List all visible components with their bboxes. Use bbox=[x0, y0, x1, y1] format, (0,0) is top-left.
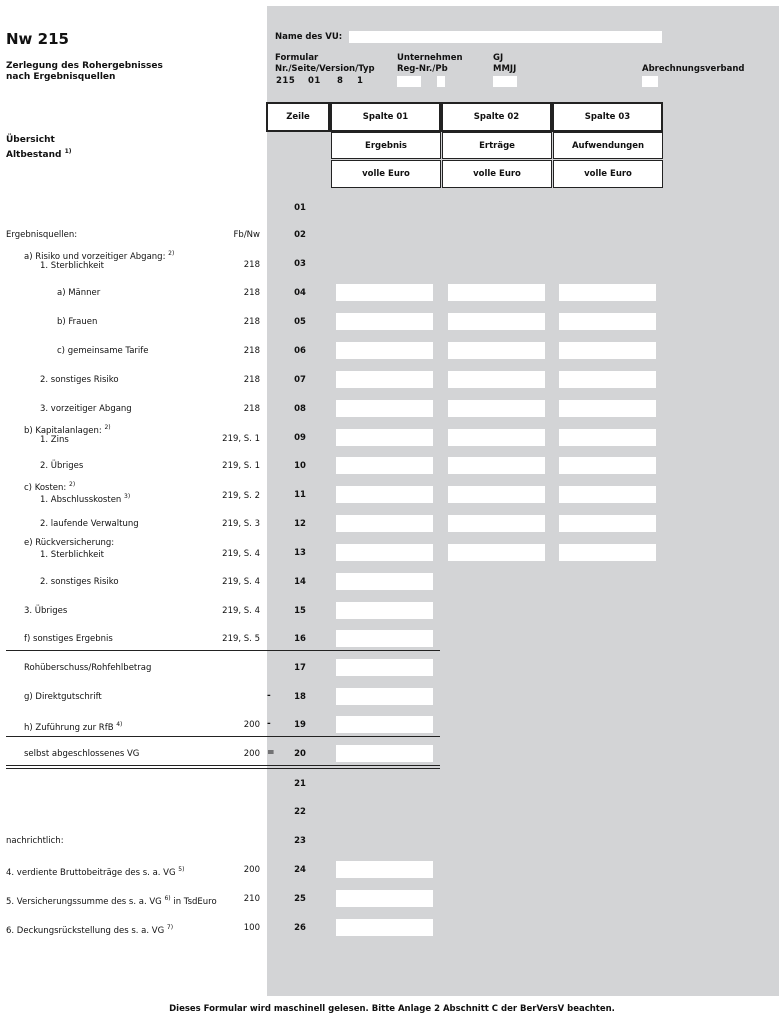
row-label-text: 4. verdiente Bruttobeiträge des s. a. VG bbox=[6, 867, 176, 878]
row-sublabel-text: 1. Sterblichkeit bbox=[40, 261, 104, 271]
row-09-spalte-03-input[interactable] bbox=[559, 429, 656, 446]
overview-line1: Übersicht bbox=[6, 135, 55, 145]
column-unit-1: volle Euro bbox=[331, 160, 441, 188]
row-12-spalte-02-input[interactable] bbox=[448, 515, 545, 532]
row-07-spalte-01-input[interactable] bbox=[336, 371, 433, 388]
row-reference: 210 bbox=[243, 894, 260, 904]
row-sublabel-text: 1. Sterblichkeit bbox=[40, 550, 104, 560]
row-label bbox=[57, 287, 100, 299]
row-12-spalte-01-input[interactable] bbox=[336, 515, 433, 532]
overview-line2: Altbestand bbox=[6, 150, 62, 160]
name-label: Name des VU: bbox=[275, 32, 343, 42]
row-11-spalte-02-input[interactable] bbox=[448, 486, 545, 503]
row-number: 15 bbox=[294, 606, 306, 616]
gj-field[interactable] bbox=[493, 76, 517, 87]
row-number: 03 bbox=[294, 259, 306, 269]
double-line-bottom bbox=[6, 768, 440, 769]
row-14-spalte-01-input[interactable] bbox=[336, 573, 433, 590]
row-label-text: a) Risiko und vorzeitiger Abgang: bbox=[24, 251, 166, 262]
row-sublabel bbox=[40, 549, 104, 561]
row-reference: 219, S. 4 bbox=[222, 606, 260, 616]
row-label-text: b) Frauen bbox=[57, 317, 98, 327]
row-reference: 218 bbox=[243, 260, 260, 270]
row-label bbox=[24, 633, 113, 645]
row-sublabel bbox=[40, 434, 69, 446]
row-label bbox=[6, 922, 173, 937]
footnote-ref: 2) bbox=[69, 481, 76, 488]
row-reference: 219, S. 2 bbox=[222, 491, 260, 501]
row-09-spalte-02-input[interactable] bbox=[448, 429, 545, 446]
abrechnung-label: Abrechnungsverband bbox=[642, 64, 745, 74]
row-number: 13 bbox=[294, 548, 306, 558]
row-number: 23 bbox=[294, 836, 306, 846]
pb-field[interactable] bbox=[437, 76, 445, 87]
footer-note: Dieses Formular wird maschinell gelesen. Bitte Anlage 2 Abschnitt C der BerVersV beachten. bbox=[169, 1004, 615, 1014]
row-sublabel bbox=[40, 260, 104, 272]
divider-rohueberschuss bbox=[6, 650, 440, 651]
row-reference: 219, S. 3 bbox=[222, 519, 260, 529]
row-label-text: Rohüberschuss/Rohfehlbetrag bbox=[24, 663, 152, 673]
formular-version: 8 bbox=[337, 76, 344, 86]
footnote-ref: 5) bbox=[178, 866, 185, 873]
row-number: 16 bbox=[294, 634, 306, 644]
column-unit-3: volle Euro bbox=[553, 160, 663, 188]
row-reference: 219, S. 5 bbox=[222, 634, 260, 644]
row-06-spalte-02-input[interactable] bbox=[448, 342, 545, 359]
row-label-text: e) Rückversicherung: bbox=[24, 538, 115, 548]
row-number: 02 bbox=[294, 230, 306, 240]
row-06-spalte-03-input[interactable] bbox=[559, 342, 656, 359]
row-number: 06 bbox=[294, 346, 306, 356]
row-20-spalte-01-input[interactable] bbox=[336, 745, 433, 762]
row-number: 18 bbox=[294, 692, 306, 702]
row-label-text: nachrichtlich: bbox=[6, 836, 64, 846]
row-reference: 219, S. 4 bbox=[222, 549, 260, 559]
row-number: 05 bbox=[294, 317, 306, 327]
row-13-spalte-02-input[interactable] bbox=[448, 544, 545, 561]
row-number: 21 bbox=[294, 779, 306, 789]
form-id: Nw 215 bbox=[6, 30, 69, 48]
row-08-spalte-03-input[interactable] bbox=[559, 400, 656, 417]
row-label bbox=[6, 864, 184, 879]
formular-typ: 1 bbox=[357, 76, 364, 86]
column-title-aufwendungen: Aufwendungen bbox=[553, 132, 663, 159]
row-05-spalte-01-input[interactable] bbox=[336, 313, 433, 330]
row-label bbox=[6, 835, 64, 847]
row-reference: 219, S. 4 bbox=[222, 577, 260, 587]
row-08-spalte-01-input[interactable] bbox=[336, 400, 433, 417]
row-label-tail: in TsdEuro bbox=[170, 896, 217, 907]
gj-label bbox=[493, 53, 516, 75]
row-number: 17 bbox=[294, 663, 306, 673]
formular-seite: 01 bbox=[308, 76, 321, 86]
row-label-text: f) sonstiges Ergebnis bbox=[24, 634, 113, 644]
row-number: 11 bbox=[294, 490, 306, 500]
row-05-spalte-02-input[interactable] bbox=[448, 313, 545, 330]
row-label bbox=[57, 316, 97, 328]
formular-label-line1: Formular bbox=[275, 53, 319, 63]
formular-label bbox=[275, 53, 375, 75]
row-label-text: 2. sonstiges Risiko bbox=[40, 375, 119, 385]
row-09-spalte-01-input[interactable] bbox=[336, 429, 433, 446]
unternehmen-label bbox=[397, 53, 463, 75]
row-label-text: a) Männer bbox=[57, 288, 101, 298]
row-reference: 100 bbox=[243, 923, 260, 933]
abrechnung-field[interactable] bbox=[642, 76, 658, 87]
row-label bbox=[6, 893, 217, 908]
row-number: 04 bbox=[294, 288, 306, 298]
divider-vg bbox=[6, 736, 440, 737]
row-sublabel-text: 1. Zins bbox=[40, 435, 69, 445]
footnote-ref: 6) bbox=[164, 895, 171, 902]
row-label-text: 2. laufende Verwaltung bbox=[40, 519, 139, 529]
row-label bbox=[24, 537, 114, 549]
row-number: 08 bbox=[294, 404, 306, 414]
row-number: 25 bbox=[294, 894, 306, 904]
row-reference: 200 bbox=[243, 865, 260, 875]
row-number: 07 bbox=[294, 375, 306, 385]
gj-label-line1: GJ bbox=[493, 53, 504, 63]
row-reference: 200 bbox=[243, 720, 260, 730]
row-reference: 218 bbox=[243, 288, 260, 298]
row-operator: - bbox=[267, 719, 271, 729]
row-reference: 218 bbox=[243, 346, 260, 356]
row-label-text: 2. sonstiges Risiko bbox=[40, 577, 119, 587]
formular-nr: 215 bbox=[276, 76, 296, 86]
column-title-ergebnis: Ergebnis bbox=[331, 132, 441, 159]
row-label bbox=[6, 229, 77, 241]
row-label-text: 5. Versicherungssumme des s. a. VG bbox=[6, 896, 162, 907]
row-label bbox=[24, 748, 139, 760]
row-label-text: c) Kosten: bbox=[24, 482, 67, 493]
spalte-03-header: Spalte 03 bbox=[552, 102, 663, 132]
row-07-spalte-02-input[interactable] bbox=[448, 371, 545, 388]
zeile-header: Zeile bbox=[266, 102, 330, 132]
row-04-spalte-03-input[interactable] bbox=[559, 284, 656, 301]
unternehmen-label-line1: Unternehmen bbox=[397, 53, 463, 63]
row-operator: - bbox=[267, 691, 271, 701]
row-label-text: 2. Übriges bbox=[40, 461, 84, 471]
row-label-text: selbst abgeschlossenes VG bbox=[24, 749, 140, 759]
row-reference: 219, S. 1 bbox=[222, 461, 260, 471]
row-11-spalte-01-input[interactable] bbox=[336, 486, 433, 503]
row-number: 19 bbox=[294, 720, 306, 730]
row-reference: 218 bbox=[243, 404, 260, 414]
row-10-spalte-01-input[interactable] bbox=[336, 457, 433, 474]
row-reference: 218 bbox=[243, 317, 260, 327]
row-24-spalte-01-input[interactable] bbox=[336, 861, 433, 878]
row-26-spalte-01-input[interactable] bbox=[336, 919, 433, 936]
row-reference: 219, S. 1 bbox=[222, 434, 260, 444]
row-06-spalte-01-input[interactable] bbox=[336, 342, 433, 359]
row-10-spalte-02-input[interactable] bbox=[448, 457, 545, 474]
row-19-spalte-01-input[interactable] bbox=[336, 716, 433, 733]
row-number: 09 bbox=[294, 433, 306, 443]
row-sublabel-text: 1. Abschlusskosten bbox=[40, 494, 122, 505]
row-13-spalte-01-input[interactable] bbox=[336, 544, 433, 561]
row-label-text: h) Zuführung zur RfB bbox=[24, 722, 114, 733]
row-label bbox=[40, 403, 132, 415]
row-label-text: 3. Übriges bbox=[24, 606, 68, 616]
overview-footnote: 1) bbox=[64, 148, 72, 155]
spalte-01-header: Spalte 01 bbox=[330, 102, 441, 132]
row-label bbox=[40, 576, 119, 588]
row-04-spalte-01-input[interactable] bbox=[336, 284, 433, 301]
row-number: 26 bbox=[294, 923, 306, 933]
gj-label-line2: MMJJ bbox=[493, 64, 517, 74]
footnote-ref: 2) bbox=[104, 424, 111, 431]
row-15-spalte-01-input[interactable] bbox=[336, 602, 433, 619]
column-unit-2: volle Euro bbox=[442, 160, 552, 188]
row-10-spalte-03-input[interactable] bbox=[559, 457, 656, 474]
row-sublabel bbox=[40, 491, 130, 506]
name-field[interactable] bbox=[349, 31, 662, 43]
row-17-spalte-01-input[interactable] bbox=[336, 659, 433, 676]
row-number: 20 bbox=[294, 749, 306, 759]
footnote-ref: 3) bbox=[124, 493, 131, 500]
unternehmen-label-line2: Reg-Nr./Pb bbox=[397, 64, 448, 74]
row-08-spalte-02-input[interactable] bbox=[448, 400, 545, 417]
row-label bbox=[24, 662, 151, 674]
formular-label-line2: Nr./Seite/Version/Typ bbox=[275, 64, 375, 74]
row-12-spalte-03-input[interactable] bbox=[559, 515, 656, 532]
row-number: 22 bbox=[294, 807, 306, 817]
row-label-text: b) Kapitalanlagen: bbox=[24, 425, 102, 436]
row-07-spalte-03-input[interactable] bbox=[559, 371, 656, 388]
row-label bbox=[40, 374, 119, 386]
row-label bbox=[24, 719, 122, 734]
row-16-spalte-01-input[interactable] bbox=[336, 630, 433, 647]
row-label bbox=[24, 605, 67, 617]
row-04-spalte-02-input[interactable] bbox=[448, 284, 545, 301]
row-label-text: c) gemeinsame Tarife bbox=[57, 346, 149, 356]
row-label bbox=[40, 518, 139, 530]
row-number: 10 bbox=[294, 461, 306, 471]
row-05-spalte-03-input[interactable] bbox=[559, 313, 656, 330]
form-subtitle: Zerlegung des Rohergebnisses nach Ergebnisquellen bbox=[6, 61, 163, 82]
row-label-text: 6. Deckungsrückstellung des s. a. VG bbox=[6, 925, 165, 936]
column-title-ertraege: Erträge bbox=[442, 132, 552, 159]
row-number: 24 bbox=[294, 865, 306, 875]
row-label-text: g) Direktgutschrift bbox=[24, 692, 102, 702]
double-line-top bbox=[6, 765, 440, 766]
row-number: 01 bbox=[294, 203, 306, 213]
row-reference: 200 bbox=[243, 749, 260, 759]
overview-heading bbox=[6, 135, 72, 161]
row-reference: Fb/Nw bbox=[233, 230, 260, 240]
footnote-ref: 7) bbox=[166, 924, 174, 931]
spalte-02-header: Spalte 02 bbox=[441, 102, 552, 132]
row-label bbox=[24, 691, 102, 703]
row-number: 14 bbox=[294, 577, 306, 587]
row-11-spalte-03-input[interactable] bbox=[559, 486, 656, 503]
row-13-spalte-03-input[interactable] bbox=[559, 544, 656, 561]
reg-nr-field[interactable] bbox=[397, 76, 421, 87]
row-label bbox=[57, 345, 149, 357]
row-operator: = bbox=[267, 748, 275, 758]
row-reference: 218 bbox=[243, 375, 260, 385]
row-label-text: 3. vorzeitiger Abgang bbox=[40, 404, 132, 414]
footnote-ref: 4) bbox=[116, 721, 123, 728]
row-18-spalte-01-input[interactable] bbox=[336, 688, 433, 705]
row-label-text: Ergebnisquellen: bbox=[6, 230, 78, 240]
footnote-ref: 2) bbox=[168, 250, 175, 257]
row-number: 12 bbox=[294, 519, 306, 529]
row-25-spalte-01-input[interactable] bbox=[336, 890, 433, 907]
row-label bbox=[40, 460, 83, 472]
